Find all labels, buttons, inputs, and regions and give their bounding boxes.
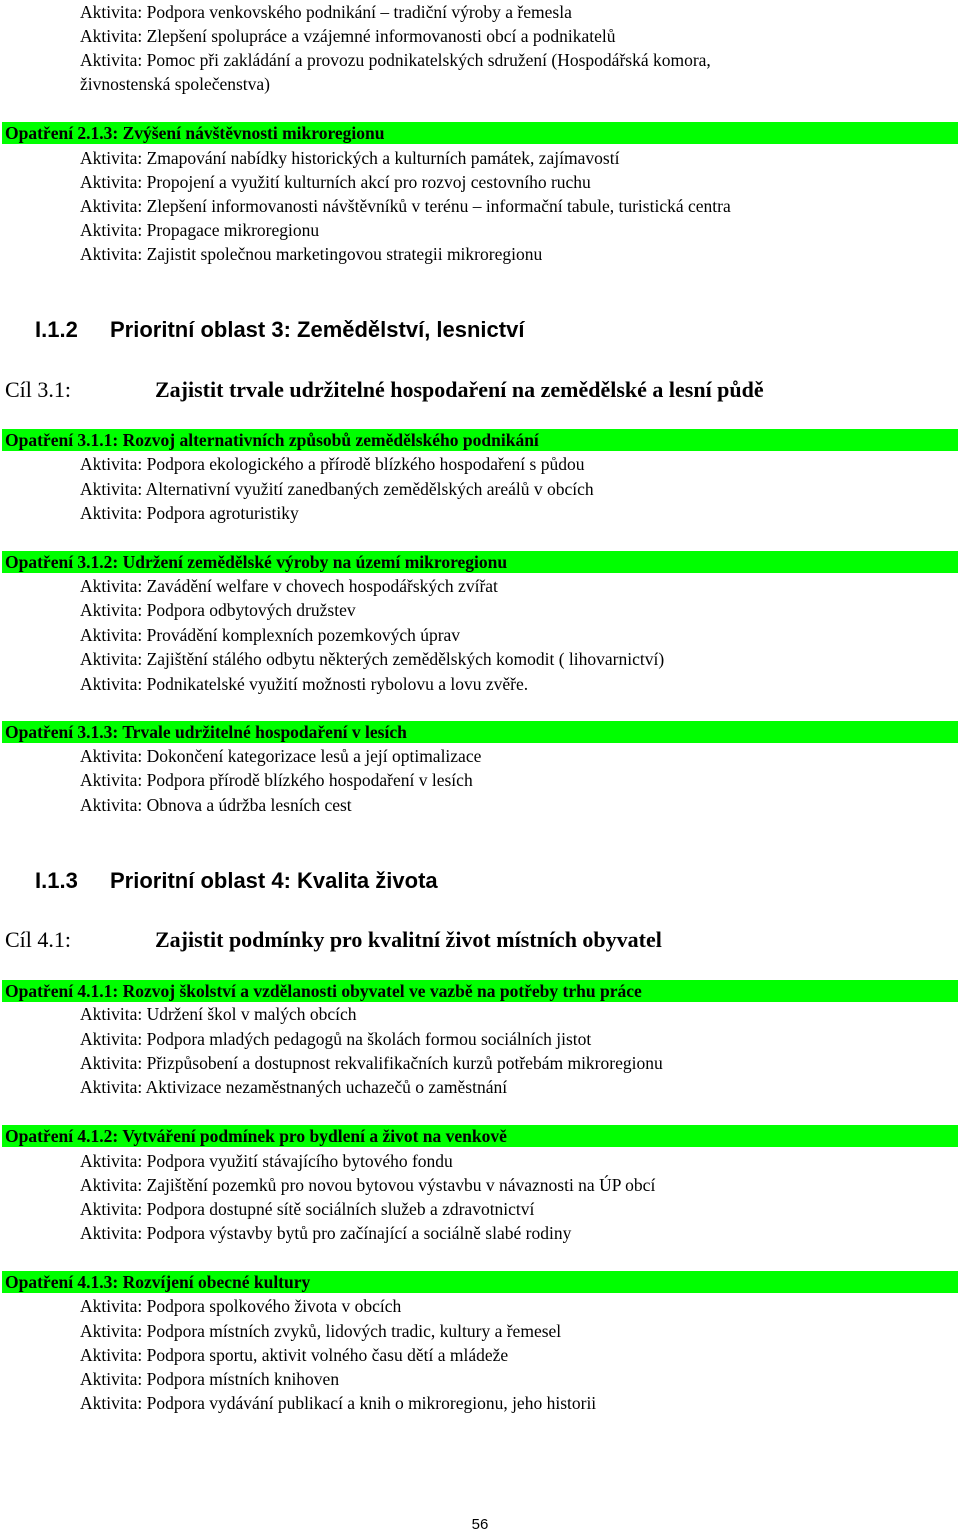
activity-line: Aktivita: Podpora využití stávajícího bytového fondu (80, 1151, 453, 1171)
section-title: Prioritní oblast 4: Kvalita života (110, 868, 438, 893)
activity-line: Aktivita: Podpora ekologického a přírodě blízkého hospodaření s půdou (80, 454, 585, 474)
activity-line: Aktivita: Podpora venkovského podnikání – tradiční výroby a řemesla (80, 2, 572, 22)
activity-line: Aktivita: Zlepšení spolupráce a vzájemné informovanosti obcí a podnikatelů (80, 26, 616, 46)
activity-line: Aktivita: Podpora vydávání publikací a knih o mikroregionu, jeho historii (80, 1393, 597, 1413)
section-number: I.1.2 (35, 317, 78, 342)
activity-line: Aktivita: Obnova a údržba lesních cest (80, 795, 352, 815)
activity-line: Aktivita: Podpora sportu, aktivit volného času dětí a mládeže (80, 1345, 509, 1365)
activity-line: Aktivita: Podpora dostupné sítě sociálních služeb a zdravotnictví (80, 1199, 535, 1219)
measure-title: Opatření 3.1.3: Trvale udržitelné hospodaření v lesích (5, 722, 407, 742)
page-number: 56 (471, 1516, 489, 1533)
activity-line: Aktivita: Podpora místních zvyků, lidových tradic, kultury a řemesel (80, 1321, 562, 1341)
measure-title: Opatření 3.1.1: Rozvoj alternativních způsobů zemědělského podnikání (5, 430, 539, 450)
activity-line: Aktivita: Zmapování nabídky historických a kulturních památek, zajímavostí (80, 148, 620, 168)
activity-line: Aktivita: Alternativní využití zanedbaných zemědělských areálů v obcích (80, 479, 594, 499)
goal-text: Zajistit trvale udržitelné hospodaření na zemědělské a lesní půdě (155, 377, 764, 402)
section-title: Prioritní oblast 3: Zemědělství, lesnictví (110, 317, 525, 342)
activity-line: Aktivita: Zlepšení informovanosti návštěvníků v terénu – informační tabule, turistická centra (80, 196, 731, 216)
activity-line: Aktivita: Aktivizace nezaměstnaných uchazečů o zaměstnání (80, 1077, 508, 1097)
activity-line: Aktivita: Zajištění pozemků pro novou bytovou výstavbu v návaznosti na ÚP obcí (80, 1175, 656, 1195)
activity-line: Aktivita: Zajištění stálého odbytu některých zemědělských komodit ( lihovarnictví) (80, 649, 665, 669)
activity-line: Aktivita: Podpora agroturistiky (80, 503, 299, 523)
measure-title: Opatření 3.1.2: Udržení zemědělské výroby na území mikroregionu (5, 552, 508, 572)
goal-label: Cíl 3.1: (5, 377, 72, 402)
activity-line: Aktivita: Přizpůsobení a dostupnost rekvalifikačních kurzů potřebám mikroregionu (80, 1053, 663, 1073)
activity-line: živnostenská společenstva) (80, 74, 271, 94)
activity-line: Aktivita: Zajistit společnou marketingovou strategii mikroregionu (80, 244, 543, 264)
goal-text: Zajistit podmínky pro kvalitní život místních obyvatel (155, 927, 662, 952)
activity-line: Aktivita: Podpora výstavby bytů pro začínající a sociálně slabé rodiny (80, 1223, 572, 1243)
activity-line: Aktivita: Zavádění welfare v chovech hospodářských zvířat (80, 576, 498, 596)
activity-line: Aktivita: Udržení škol v malých obcích (80, 1004, 357, 1024)
measure-title: Opatření 4.1.2: Vytváření podmínek pro bydlení a život na venkově (5, 1126, 507, 1146)
measure-title: Opatření 4.1.3: Rozvíjení obecné kultury (5, 1272, 311, 1292)
activity-line: Aktivita: Pomoc při zakládání a provozu podnikatelských sdružení (Hospodářská komora, (80, 50, 711, 70)
activity-line: Aktivita: Dokončení kategorizace lesů a její optimalizace (80, 746, 482, 766)
activity-line: Aktivita: Podpora místních knihoven (80, 1369, 340, 1389)
activity-line: Aktivita: Podpora přírodě blízkého hospodaření v lesích (80, 770, 473, 790)
activity-line: Aktivita: Podnikatelské využití možnosti rybolovu a lovu zvěře. (80, 674, 529, 694)
goal-label: Cíl 4.1: (5, 927, 72, 952)
section-number: I.1.3 (35, 868, 78, 893)
activity-line: Aktivita: Podpora spolkového života v obcích (80, 1296, 402, 1316)
activity-line: Aktivita: Propagace mikroregionu (80, 220, 320, 240)
measure-title: Opatření 2.1.3: Zvýšení návštěvnosti mikroregionu (5, 123, 385, 143)
measure-title: Opatření 4.1.1: Rozvoj školství a vzdělanosti obyvatel ve vazbě na potřeby trhu práce (5, 981, 642, 1001)
activity-line: Aktivita: Provádění komplexních pozemkových úprav (80, 625, 461, 645)
activity-line: Aktivita: Propojení a využití kulturních akcí pro rozvoj cestovního ruchu (80, 172, 591, 192)
activity-line: Aktivita: Podpora mladých pedagogů na školách formou sociálních jistot (80, 1029, 592, 1049)
activity-line: Aktivita: Podpora odbytových družstev (80, 600, 356, 620)
